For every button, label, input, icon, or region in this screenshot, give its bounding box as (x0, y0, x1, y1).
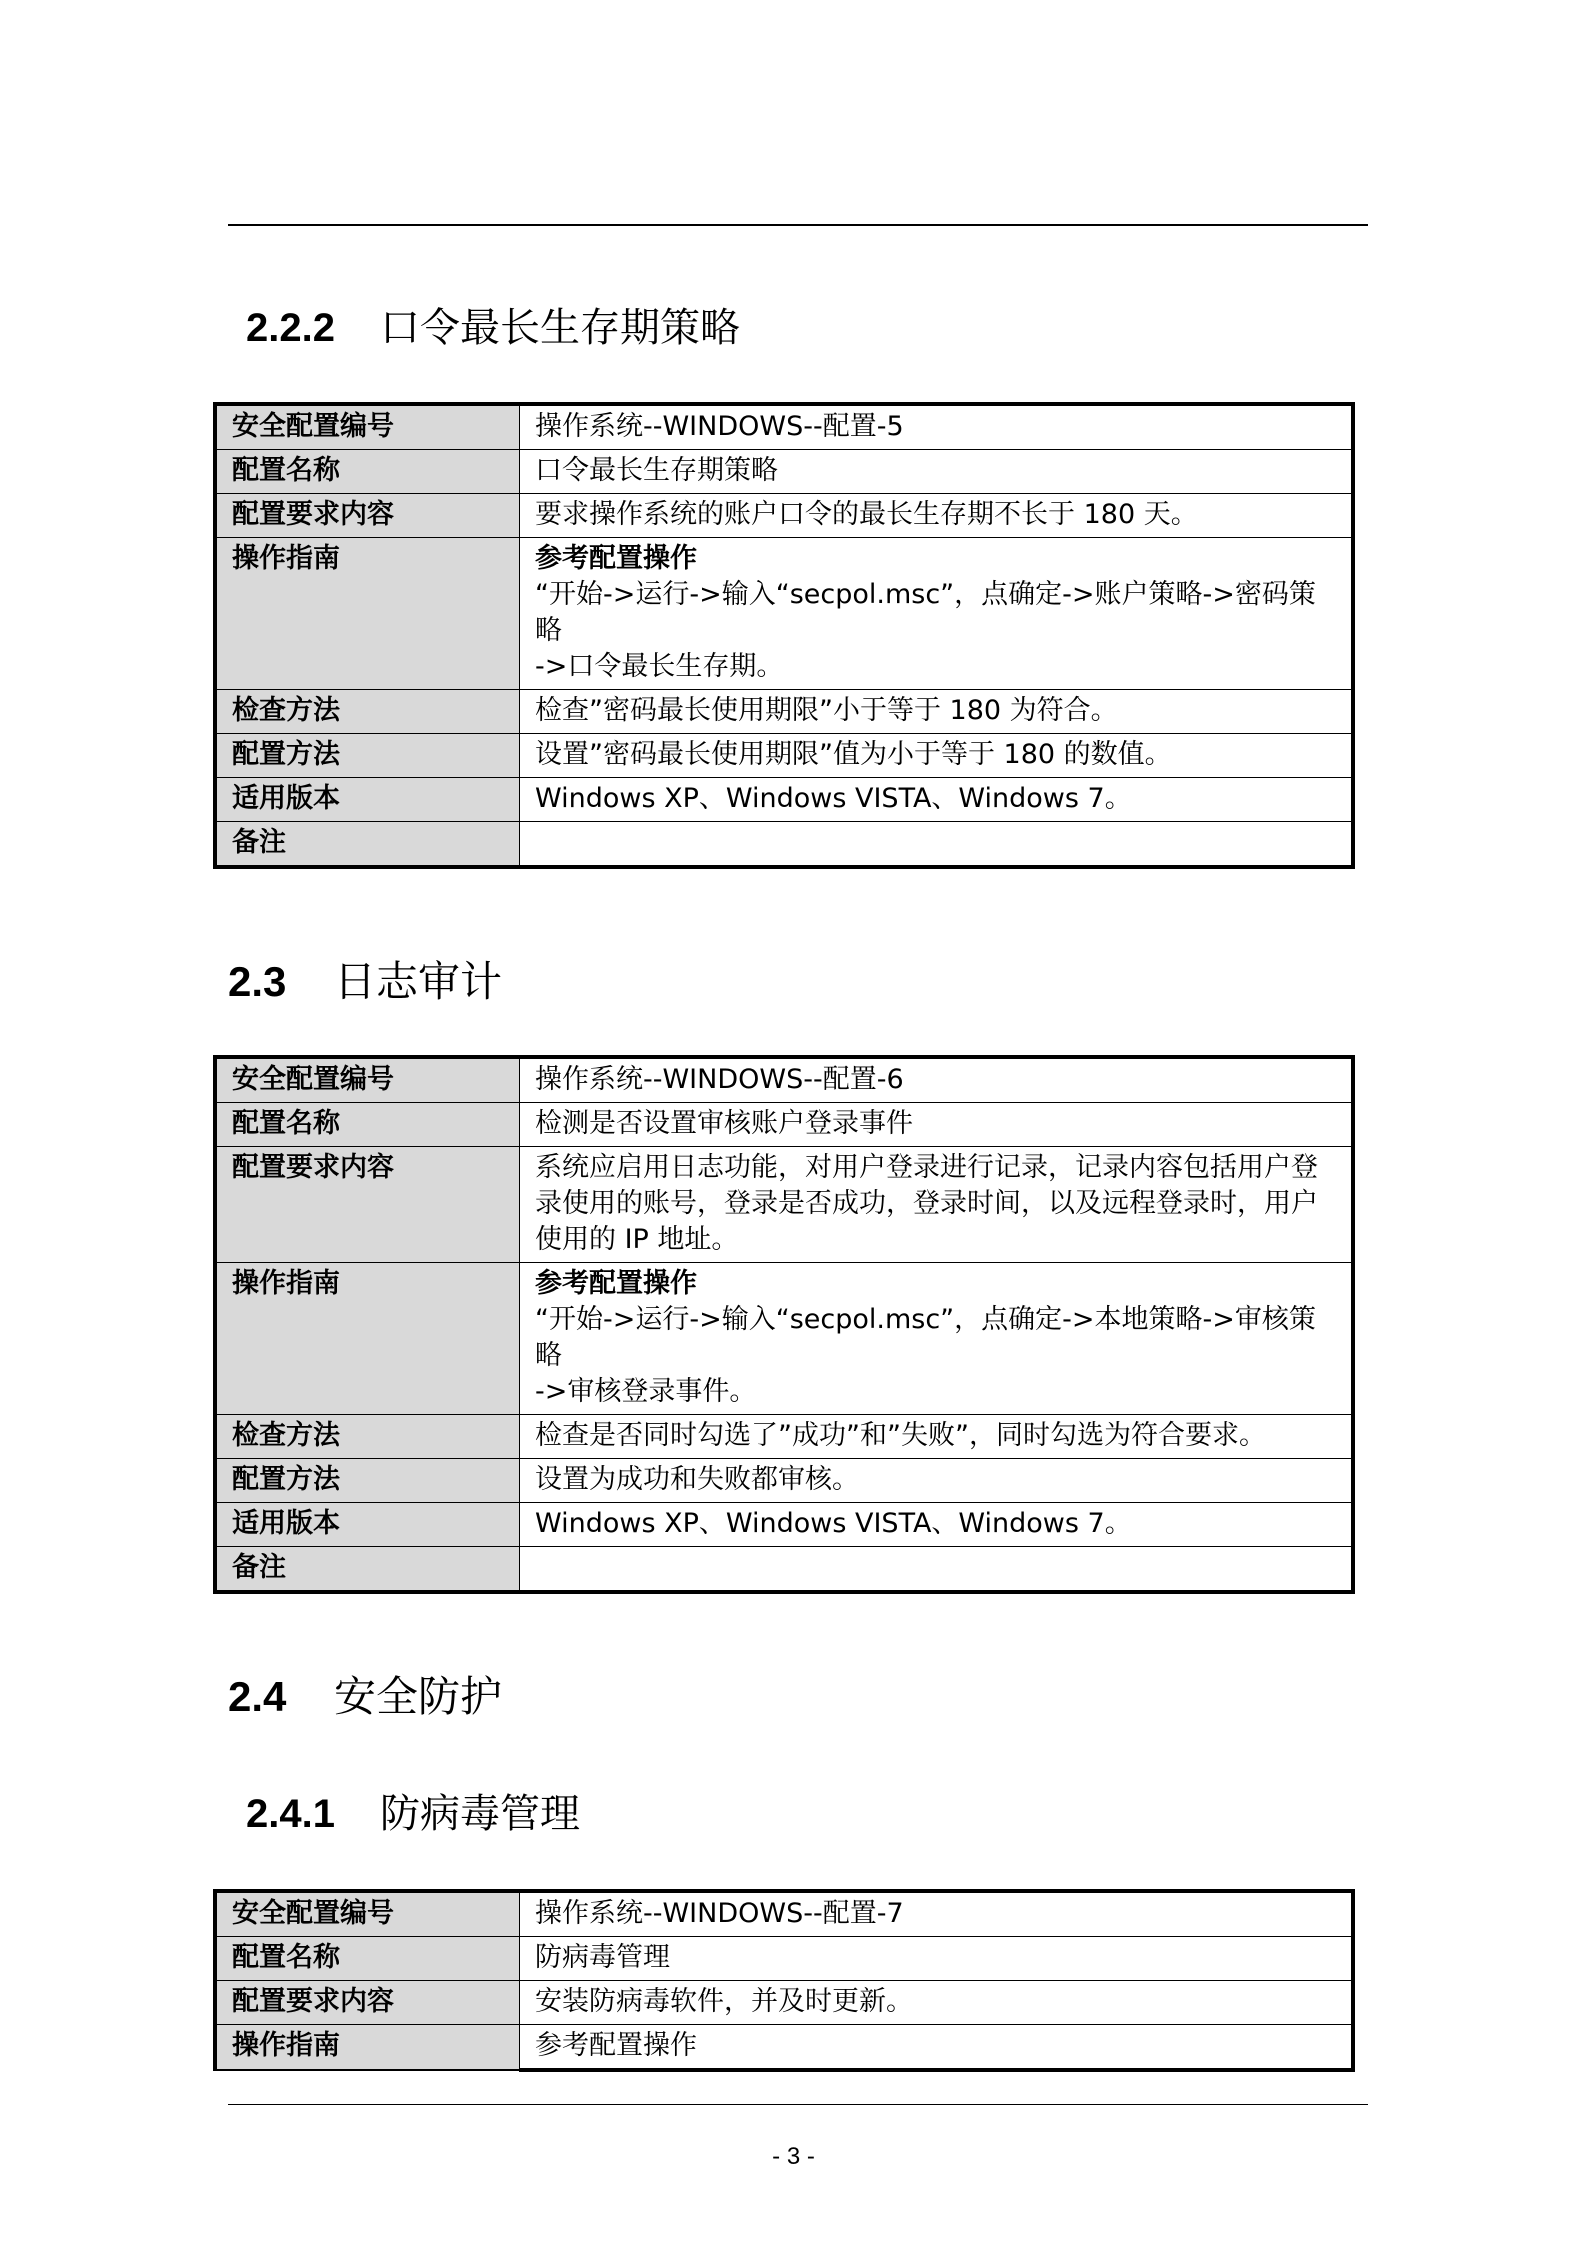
guide-title: 参考配置操作 (535, 1268, 697, 1299)
row-key: 备注 (215, 1547, 520, 1593)
row-key: 配置方法 (215, 734, 520, 778)
page-number: - 3 - (772, 2143, 815, 2170)
row-key: 操作指南 (215, 1263, 520, 1415)
heading-text: 安全防护 (334, 1672, 503, 1721)
table-row (215, 1263, 1353, 1415)
table-row (215, 538, 1353, 690)
heading-number: 2.4.1 (246, 1792, 335, 1836)
table-row (215, 404, 1353, 450)
header-rule (228, 224, 1368, 226)
heading-2-3 (228, 949, 502, 1009)
row-key: 操作指南 (215, 2025, 520, 2071)
row-value: 操作系统--WINDOWS--配置-6 (520, 1057, 1354, 1103)
row-key: 配置方法 (215, 1459, 520, 1503)
row-key: 适用版本 (215, 778, 520, 822)
config-table-5 (213, 402, 1355, 869)
row-value: 检查”密码最长使用期限”小于等于 180 为符合。 (520, 690, 1354, 734)
heading-2-2-2 (246, 296, 740, 353)
table-row (215, 1057, 1353, 1103)
table-row (215, 1459, 1353, 1503)
content-line: 系统应启用日志功能，对用户登录进行记录，记录内容包括用户登 (535, 1152, 1318, 1183)
row-value (520, 1147, 1354, 1263)
table-row (215, 1147, 1353, 1263)
table-row (215, 1415, 1353, 1459)
heading-number: 2.4 (228, 1673, 287, 1720)
guide-line: “开始->运行->输入“secpol.msc”，点确定->账户策略->密码策略 (535, 579, 1316, 646)
row-key: 检查方法 (215, 1415, 520, 1459)
table-row (215, 1103, 1353, 1147)
row-key: 配置名称 (215, 450, 520, 494)
table-row (215, 2025, 1353, 2071)
row-value: 设置为成功和失败都审核。 (520, 1459, 1354, 1503)
heading-text: 日志审计 (334, 957, 503, 1006)
footer-rule (228, 2104, 1368, 2105)
row-key: 配置名称 (215, 1103, 520, 1147)
row-key: 适用版本 (215, 1503, 520, 1547)
row-key: 安全配置编号 (215, 1057, 520, 1103)
heading-number: 2.2.2 (246, 306, 335, 350)
row-key: 配置要求内容 (215, 1981, 520, 2025)
table-row (215, 778, 1353, 822)
table-row (215, 1981, 1353, 2025)
guide-line: ->审核登录事件。 (535, 1376, 757, 1407)
row-key: 检查方法 (215, 690, 520, 734)
table-row (215, 1547, 1353, 1593)
guide-line: “开始->运行->输入“secpol.msc”，点确定->本地策略->审核策略 (535, 1304, 1316, 1371)
table-row (215, 1503, 1353, 1547)
guide-title: 参考配置操作 (535, 543, 697, 574)
table-row (215, 1937, 1353, 1981)
table-row (215, 822, 1353, 868)
row-value: Windows XP、Windows VISTA、Windows 7。 (520, 778, 1354, 822)
row-value (520, 1547, 1354, 1593)
row-value: 设置”密码最长使用期限”值为小于等于 180 的数值。 (520, 734, 1354, 778)
config-table-7 (213, 1889, 1355, 2072)
row-value: 防病毒管理 (520, 1937, 1354, 1981)
content-line: 使用的 IP 地址。 (535, 1224, 739, 1255)
row-value: 安装防病毒软件，并及时更新。 (520, 1981, 1354, 2025)
table-row (215, 690, 1353, 734)
row-value (520, 538, 1354, 690)
row-value: 检查是否同时勾选了”成功”和”失败”，同时勾选为符合要求。 (520, 1415, 1354, 1459)
row-value: 操作系统--WINDOWS--配置-7 (520, 1891, 1354, 1937)
row-value: 检测是否设置审核账户登录事件 (520, 1103, 1354, 1147)
row-key: 备注 (215, 822, 520, 868)
heading-number: 2.3 (228, 958, 287, 1005)
table-row (215, 734, 1353, 778)
row-key: 配置要求内容 (215, 1147, 520, 1263)
row-value: 操作系统--WINDOWS--配置-5 (520, 404, 1354, 450)
row-value (520, 1263, 1354, 1415)
row-value (520, 822, 1354, 868)
row-key: 安全配置编号 (215, 1891, 520, 1937)
row-key: 操作指南 (215, 538, 520, 690)
row-value: Windows XP、Windows VISTA、Windows 7。 (520, 1503, 1354, 1547)
content-line: 录使用的账号，登录是否成功，登录时间，以及远程登录时，用户 (535, 1188, 1318, 1219)
heading-text: 口令最长生存期策略 (380, 305, 740, 351)
row-value: 参考配置操作 (520, 2025, 1354, 2071)
row-value: 要求操作系统的账户口令的最长生存期不长于 180 天。 (520, 494, 1354, 538)
heading-2-4-1 (246, 1782, 580, 1839)
row-key: 配置要求内容 (215, 494, 520, 538)
row-key: 配置名称 (215, 1937, 520, 1981)
table-row (215, 1891, 1353, 1937)
config-table-6 (213, 1055, 1355, 1594)
row-key: 安全配置编号 (215, 404, 520, 450)
row-value: 口令最长生存期策略 (520, 450, 1354, 494)
table-row (215, 450, 1353, 494)
guide-line: ->口令最长生存期。 (535, 651, 784, 682)
table-row (215, 494, 1353, 538)
heading-2-4 (228, 1664, 502, 1724)
heading-text: 防病毒管理 (380, 1791, 580, 1837)
